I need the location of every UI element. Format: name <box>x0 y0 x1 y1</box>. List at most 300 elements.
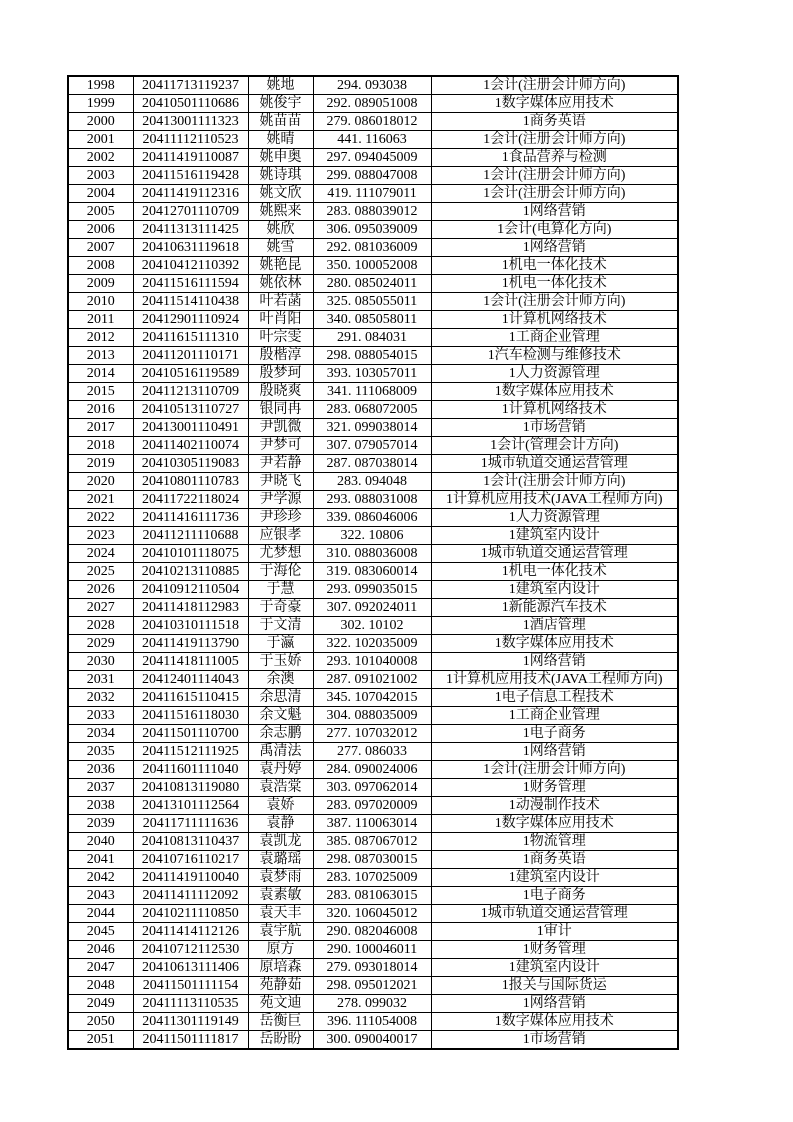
table-row <box>68 815 678 833</box>
cell-name: 殷梦珂 <box>248 365 313 383</box>
cell-index: 2010 <box>68 293 133 311</box>
cell-exam-id: 20411501110700 <box>133 725 248 743</box>
cell-name: 袁宇航 <box>248 923 313 941</box>
cell-major: 1建筑室内设计 <box>431 959 678 977</box>
cell-exam-id: 20411516119428 <box>133 167 248 185</box>
table-row <box>68 743 678 761</box>
cell-major: 1数字媒体应用技术 <box>431 635 678 653</box>
cell-major: 1机电一体化技术 <box>431 257 678 275</box>
cell-exam-id: 20412701110709 <box>133 203 248 221</box>
cell-name: 袁静 <box>248 815 313 833</box>
cell-name: 姚地 <box>248 76 313 95</box>
cell-major: 1会计(电算化方向) <box>431 221 678 239</box>
cell-name: 姚俊宇 <box>248 95 313 113</box>
cell-major: 1城市轨道交通运营管理 <box>431 905 678 923</box>
table-row <box>68 437 678 455</box>
cell-exam-id: 20411112110523 <box>133 131 248 149</box>
cell-major: 1会计(注册会计师方向) <box>431 131 678 149</box>
cell-score: 304. 088035009 <box>313 707 431 725</box>
cell-index: 2044 <box>68 905 133 923</box>
cell-index: 2025 <box>68 563 133 581</box>
cell-name: 叶宗雯 <box>248 329 313 347</box>
cell-index: 2012 <box>68 329 133 347</box>
cell-score: 307. 092024011 <box>313 599 431 617</box>
cell-major: 1数字媒体应用技术 <box>431 95 678 113</box>
cell-index: 2017 <box>68 419 133 437</box>
cell-name: 余澳 <box>248 671 313 689</box>
cell-major: 1人力资源管理 <box>431 365 678 383</box>
cell-exam-id: 20410912110504 <box>133 581 248 599</box>
cell-exam-id: 20413001110491 <box>133 419 248 437</box>
cell-major: 1数字媒体应用技术 <box>431 1013 678 1031</box>
cell-index: 2019 <box>68 455 133 473</box>
cell-major: 1建筑室内设计 <box>431 527 678 545</box>
cell-score: 294. 093038 <box>313 76 431 95</box>
cell-exam-id: 20411113110535 <box>133 995 248 1013</box>
cell-score: 419. 111079011 <box>313 185 431 203</box>
cell-index: 2032 <box>68 689 133 707</box>
cell-exam-id: 20410613111406 <box>133 959 248 977</box>
cell-exam-id: 20411414112126 <box>133 923 248 941</box>
cell-score: 387. 110063014 <box>313 815 431 833</box>
table-row <box>68 185 678 203</box>
cell-index: 2039 <box>68 815 133 833</box>
cell-name: 于奇豪 <box>248 599 313 617</box>
cell-score: 298. 088054015 <box>313 347 431 365</box>
cell-major: 1商务英语 <box>431 851 678 869</box>
cell-score: 283. 081063015 <box>313 887 431 905</box>
cell-score: 283. 068072005 <box>313 401 431 419</box>
cell-name: 叶若菡 <box>248 293 313 311</box>
table-row <box>68 545 678 563</box>
cell-major: 1审计 <box>431 923 678 941</box>
cell-score: 306. 095039009 <box>313 221 431 239</box>
cell-major: 1电子商务 <box>431 887 678 905</box>
cell-name: 姚苗苗 <box>248 113 313 131</box>
table-row <box>68 599 678 617</box>
cell-major: 1市场营销 <box>431 419 678 437</box>
cell-name: 岳衡巨 <box>248 1013 313 1031</box>
cell-score: 340. 085058011 <box>313 311 431 329</box>
table-row <box>68 167 678 185</box>
table-row <box>68 311 678 329</box>
table-row <box>68 977 678 995</box>
cell-name: 于瀛 <box>248 635 313 653</box>
cell-score: 298. 087030015 <box>313 851 431 869</box>
table-row <box>68 239 678 257</box>
cell-major: 1网络营销 <box>431 995 678 1013</box>
cell-major: 1电子商务 <box>431 725 678 743</box>
cell-exam-id: 20411419110040 <box>133 869 248 887</box>
cell-exam-id: 20411416111736 <box>133 509 248 527</box>
cell-score: 297. 094045009 <box>313 149 431 167</box>
cell-exam-id: 20411601111040 <box>133 761 248 779</box>
cell-exam-id: 20410101118075 <box>133 545 248 563</box>
table-row <box>68 131 678 149</box>
cell-index: 2004 <box>68 185 133 203</box>
cell-index: 2022 <box>68 509 133 527</box>
table-row <box>68 671 678 689</box>
cell-major: 1会计(注册会计师方向) <box>431 167 678 185</box>
cell-index: 2047 <box>68 959 133 977</box>
cell-major: 1动漫制作技术 <box>431 797 678 815</box>
cell-score: 393. 103057011 <box>313 365 431 383</box>
cell-exam-id: 20411418111005 <box>133 653 248 671</box>
cell-exam-id: 20411419112316 <box>133 185 248 203</box>
cell-name: 苑文迪 <box>248 995 313 1013</box>
cell-exam-id: 20411313111425 <box>133 221 248 239</box>
cell-name: 殷楷淳 <box>248 347 313 365</box>
cell-name: 姚晴 <box>248 131 313 149</box>
cell-name: 尹梦可 <box>248 437 313 455</box>
cell-major: 1人力资源管理 <box>431 509 678 527</box>
cell-exam-id: 20410501110686 <box>133 95 248 113</box>
cell-name: 尹凯微 <box>248 419 313 437</box>
cell-exam-id: 20411418112983 <box>133 599 248 617</box>
cell-name: 袁素敏 <box>248 887 313 905</box>
cell-score: 287. 087038014 <box>313 455 431 473</box>
cell-index: 2005 <box>68 203 133 221</box>
cell-major: 1商务英语 <box>431 113 678 131</box>
cell-score: 283. 094048 <box>313 473 431 491</box>
cell-score: 283. 097020009 <box>313 797 431 815</box>
cell-exam-id: 20410516119589 <box>133 365 248 383</box>
cell-name: 原方 <box>248 941 313 959</box>
cell-name: 于海伦 <box>248 563 313 581</box>
cell-exam-id: 20411722118024 <box>133 491 248 509</box>
cell-index: 2001 <box>68 131 133 149</box>
cell-major: 1新能源汽车技术 <box>431 599 678 617</box>
table-row <box>68 761 678 779</box>
cell-major: 1数字媒体应用技术 <box>431 815 678 833</box>
cell-score: 341. 111068009 <box>313 383 431 401</box>
cell-name: 姚雪 <box>248 239 313 257</box>
cell-major: 1数字媒体应用技术 <box>431 383 678 401</box>
student-roster-table <box>67 75 679 1050</box>
cell-name: 袁浩棠 <box>248 779 313 797</box>
cell-index: 2048 <box>68 977 133 995</box>
table-row <box>68 833 678 851</box>
cell-major: 1物流管理 <box>431 833 678 851</box>
cell-name: 于慧 <box>248 581 313 599</box>
cell-name: 姚依林 <box>248 275 313 293</box>
cell-score: 293. 099035015 <box>313 581 431 599</box>
table-row <box>68 203 678 221</box>
cell-major: 1市场营销 <box>431 1031 678 1050</box>
cell-index: 2020 <box>68 473 133 491</box>
table-row <box>68 347 678 365</box>
table-row <box>68 617 678 635</box>
cell-index: 2034 <box>68 725 133 743</box>
cell-major: 1酒店管理 <box>431 617 678 635</box>
cell-index: 2042 <box>68 869 133 887</box>
cell-index: 2029 <box>68 635 133 653</box>
cell-score: 293. 101040008 <box>313 653 431 671</box>
table-row <box>68 563 678 581</box>
cell-score: 287. 091021002 <box>313 671 431 689</box>
table-row <box>68 95 678 113</box>
cell-index: 2049 <box>68 995 133 1013</box>
cell-major: 1计算机应用技术(JAVA工程师方向) <box>431 671 678 689</box>
cell-name: 银同冉 <box>248 401 313 419</box>
cell-score: 291. 084031 <box>313 329 431 347</box>
cell-name: 姚申奥 <box>248 149 313 167</box>
cell-major: 1网络营销 <box>431 239 678 257</box>
table-row <box>68 635 678 653</box>
cell-index: 2021 <box>68 491 133 509</box>
cell-name: 余文魁 <box>248 707 313 725</box>
table-row <box>68 959 678 977</box>
cell-name: 殷晓爽 <box>248 383 313 401</box>
cell-name: 姚欣 <box>248 221 313 239</box>
cell-exam-id: 20411512111925 <box>133 743 248 761</box>
cell-index: 2003 <box>68 167 133 185</box>
table-row <box>68 923 678 941</box>
table-row <box>68 527 678 545</box>
cell-score: 292. 089051008 <box>313 95 431 113</box>
table-row <box>68 419 678 437</box>
table-row <box>68 797 678 815</box>
cell-major: 1机电一体化技术 <box>431 275 678 293</box>
cell-index: 2016 <box>68 401 133 419</box>
cell-name: 袁天丰 <box>248 905 313 923</box>
roster-table-body <box>68 76 678 1049</box>
cell-name: 尹若静 <box>248 455 313 473</box>
cell-index: 2006 <box>68 221 133 239</box>
cell-major: 1报关与国际货运 <box>431 977 678 995</box>
cell-score: 300. 090040017 <box>313 1031 431 1050</box>
cell-exam-id: 20412401114043 <box>133 671 248 689</box>
cell-name: 袁丹婷 <box>248 761 313 779</box>
cell-index: 2035 <box>68 743 133 761</box>
cell-exam-id: 20412901110924 <box>133 311 248 329</box>
table-row <box>68 149 678 167</box>
cell-score: 278. 099032 <box>313 995 431 1013</box>
table-row <box>68 725 678 743</box>
cell-exam-id: 20410211110850 <box>133 905 248 923</box>
cell-exam-id: 20410801110783 <box>133 473 248 491</box>
cell-exam-id: 20411211110688 <box>133 527 248 545</box>
cell-name: 姚文欣 <box>248 185 313 203</box>
cell-name: 尹珍珍 <box>248 509 313 527</box>
cell-exam-id: 20410310111518 <box>133 617 248 635</box>
cell-index: 2045 <box>68 923 133 941</box>
cell-score: 325. 085055011 <box>313 293 431 311</box>
cell-exam-id: 20413101112564 <box>133 797 248 815</box>
cell-name: 袁璐瑶 <box>248 851 313 869</box>
table-row <box>68 1013 678 1031</box>
cell-index: 2031 <box>68 671 133 689</box>
cell-major: 1会计(注册会计师方向) <box>431 473 678 491</box>
cell-index: 2023 <box>68 527 133 545</box>
cell-exam-id: 20410305119083 <box>133 455 248 473</box>
cell-score: 299. 088047008 <box>313 167 431 185</box>
cell-index: 2024 <box>68 545 133 563</box>
cell-name: 余志鹏 <box>248 725 313 743</box>
cell-exam-id: 20411419113790 <box>133 635 248 653</box>
cell-major: 1机电一体化技术 <box>431 563 678 581</box>
cell-name: 袁娇 <box>248 797 313 815</box>
cell-name: 原培森 <box>248 959 313 977</box>
cell-score: 277. 107032012 <box>313 725 431 743</box>
cell-exam-id: 20411301119149 <box>133 1013 248 1031</box>
table-row <box>68 581 678 599</box>
cell-index: 2007 <box>68 239 133 257</box>
cell-index: 2026 <box>68 581 133 599</box>
cell-score: 283. 107025009 <box>313 869 431 887</box>
cell-score: 310. 088036008 <box>313 545 431 563</box>
cell-score: 322. 10806 <box>313 527 431 545</box>
table-row <box>68 905 678 923</box>
cell-index: 2008 <box>68 257 133 275</box>
cell-name: 尤梦想 <box>248 545 313 563</box>
cell-exam-id: 20410712112530 <box>133 941 248 959</box>
cell-name: 禹清法 <box>248 743 313 761</box>
cell-name: 姚艳昆 <box>248 257 313 275</box>
cell-score: 279. 086018012 <box>313 113 431 131</box>
cell-major: 1汽车检测与维修技术 <box>431 347 678 365</box>
cell-index: 2027 <box>68 599 133 617</box>
cell-major: 1财务管理 <box>431 779 678 797</box>
cell-exam-id: 20413001111323 <box>133 113 248 131</box>
cell-name: 苑静茹 <box>248 977 313 995</box>
cell-name: 尹学源 <box>248 491 313 509</box>
table-row <box>68 401 678 419</box>
cell-score: 292. 081036009 <box>313 239 431 257</box>
table-row <box>68 365 678 383</box>
table-row <box>68 113 678 131</box>
cell-name: 应银孝 <box>248 527 313 545</box>
cell-exam-id: 20411615110415 <box>133 689 248 707</box>
cell-score: 396. 111054008 <box>313 1013 431 1031</box>
cell-major: 1建筑室内设计 <box>431 869 678 887</box>
cell-score: 280. 085024011 <box>313 275 431 293</box>
cell-index: 2013 <box>68 347 133 365</box>
table-row <box>68 473 678 491</box>
cell-score: 303. 097062014 <box>313 779 431 797</box>
table-row <box>68 221 678 239</box>
cell-major: 1会计(注册会计师方向) <box>431 293 678 311</box>
cell-major: 1城市轨道交通运营管理 <box>431 455 678 473</box>
cell-index: 2046 <box>68 941 133 959</box>
cell-major: 1网络营销 <box>431 653 678 671</box>
cell-score: 293. 088031008 <box>313 491 431 509</box>
cell-exam-id: 20410813110437 <box>133 833 248 851</box>
cell-name: 叶肖阳 <box>248 311 313 329</box>
cell-major: 1网络营销 <box>431 743 678 761</box>
cell-index: 2011 <box>68 311 133 329</box>
table-row <box>68 76 678 95</box>
table-row <box>68 1031 678 1050</box>
cell-name: 岳盼盼 <box>248 1031 313 1050</box>
cell-score: 385. 087067012 <box>313 833 431 851</box>
cell-exam-id: 20410716110217 <box>133 851 248 869</box>
table-row <box>68 653 678 671</box>
cell-exam-id: 20410513110727 <box>133 401 248 419</box>
cell-major: 1电子信息工程技术 <box>431 689 678 707</box>
cell-score: 350. 100052008 <box>313 257 431 275</box>
table-row <box>68 509 678 527</box>
table-row <box>68 293 678 311</box>
cell-exam-id: 20411201110171 <box>133 347 248 365</box>
cell-exam-id: 20410813119080 <box>133 779 248 797</box>
cell-name: 余思清 <box>248 689 313 707</box>
cell-score: 322. 102035009 <box>313 635 431 653</box>
cell-score: 302. 10102 <box>313 617 431 635</box>
cell-score: 277. 086033 <box>313 743 431 761</box>
cell-exam-id: 20410412110392 <box>133 257 248 275</box>
cell-score: 298. 095012021 <box>313 977 431 995</box>
cell-major: 1计算机网络技术 <box>431 311 678 329</box>
cell-index: 2037 <box>68 779 133 797</box>
cell-major: 1计算机应用技术(JAVA工程师方向) <box>431 491 678 509</box>
cell-exam-id: 20411514110438 <box>133 293 248 311</box>
cell-exam-id: 20411516118030 <box>133 707 248 725</box>
table-row <box>68 257 678 275</box>
table-row <box>68 275 678 293</box>
cell-score: 290. 100046011 <box>313 941 431 959</box>
cell-exam-id: 20411615111310 <box>133 329 248 347</box>
cell-major: 1工商企业管理 <box>431 707 678 725</box>
cell-exam-id: 20411501111154 <box>133 977 248 995</box>
cell-index: 2014 <box>68 365 133 383</box>
cell-exam-id: 20411419110087 <box>133 149 248 167</box>
cell-exam-id: 20411402110074 <box>133 437 248 455</box>
cell-exam-id: 20410631119618 <box>133 239 248 257</box>
cell-index: 2038 <box>68 797 133 815</box>
cell-name: 于玉娇 <box>248 653 313 671</box>
cell-score: 320. 106045012 <box>313 905 431 923</box>
cell-major: 1网络营销 <box>431 203 678 221</box>
cell-index: 2040 <box>68 833 133 851</box>
cell-major: 1城市轨道交通运营管理 <box>431 545 678 563</box>
cell-score: 319. 083060014 <box>313 563 431 581</box>
table-row <box>68 689 678 707</box>
cell-index: 2015 <box>68 383 133 401</box>
cell-exam-id: 20411713119237 <box>133 76 248 95</box>
cell-index: 2036 <box>68 761 133 779</box>
cell-index: 1999 <box>68 95 133 113</box>
cell-name: 尹晓飞 <box>248 473 313 491</box>
table-row <box>68 941 678 959</box>
cell-major: 1计算机网络技术 <box>431 401 678 419</box>
cell-major: 1会计(注册会计师方向) <box>431 761 678 779</box>
cell-score: 345. 107042015 <box>313 689 431 707</box>
cell-exam-id: 20410213110885 <box>133 563 248 581</box>
cell-major: 1会计(注册会计师方向) <box>431 76 678 95</box>
cell-exam-id: 20411411112092 <box>133 887 248 905</box>
cell-name: 袁梦雨 <box>248 869 313 887</box>
cell-score: 321. 099038014 <box>313 419 431 437</box>
table-row <box>68 329 678 347</box>
table-row <box>68 455 678 473</box>
cell-index: 2018 <box>68 437 133 455</box>
cell-major: 1会计(注册会计师方向) <box>431 185 678 203</box>
cell-index: 2030 <box>68 653 133 671</box>
cell-exam-id: 20411516111594 <box>133 275 248 293</box>
cell-index: 2050 <box>68 1013 133 1031</box>
cell-index: 2009 <box>68 275 133 293</box>
cell-name: 姚熙来 <box>248 203 313 221</box>
cell-score: 339. 086046006 <box>313 509 431 527</box>
cell-major: 1建筑室内设计 <box>431 581 678 599</box>
cell-index: 2041 <box>68 851 133 869</box>
cell-index: 2043 <box>68 887 133 905</box>
cell-exam-id: 20411711111636 <box>133 815 248 833</box>
table-row <box>68 779 678 797</box>
cell-major: 1食品营养与检测 <box>431 149 678 167</box>
table-row <box>68 383 678 401</box>
